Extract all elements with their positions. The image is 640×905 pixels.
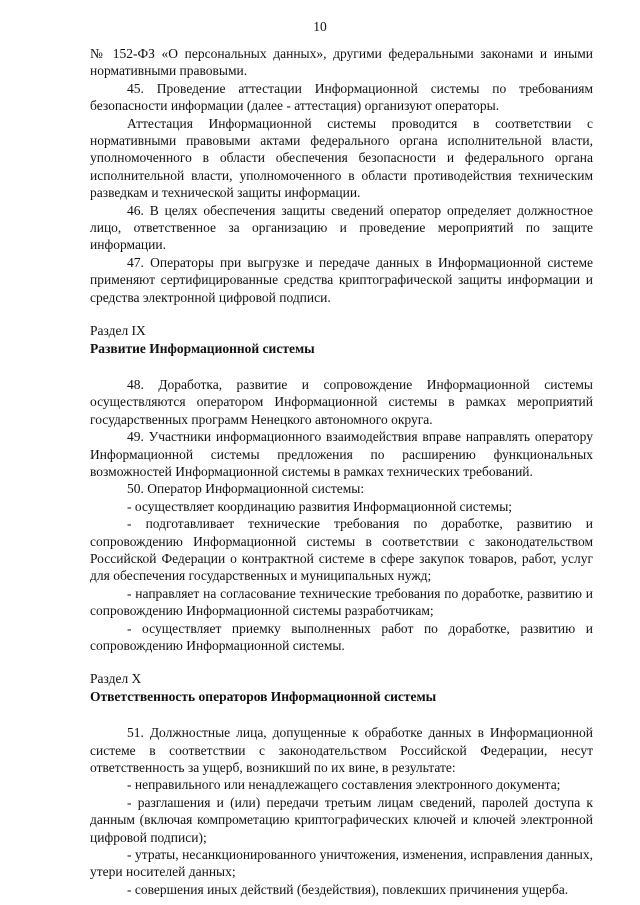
list-item-improper-document: - неправильного или ненадлежащего составления электронного документа;: [127, 777, 561, 793]
paragraph-49: 49. Участники информационного взаимодействия вправе направлять оператору Информационной системы предложения по расширению функциональных возможностей Информационной системы в рамках технических требований.: [90, 429, 593, 479]
paragraph-50: 50. Оператор Информационной системы:: [127, 481, 365, 497]
section-10-label: Раздел X: [90, 671, 142, 687]
list-item-acceptance: - осуществляет приемку выполненных работ по доработке, развитию и сопровождению Информационной системы.: [90, 620, 593, 653]
paragraph-47: 47. Операторы при выгрузке и передаче данных в Информационной системе применяют сертифицированные средства криптографической защиты информации и средства электронной цифровой подписи.: [90, 254, 593, 305]
paragraph-attestation: Аттестация Информационной системы проводится в соответствии с нормативными правовыми актами федерального органа исполнительной власти, уполномоченного в области обеспечения безопасности и федерального органа исполнительной власти, уполномоченного в области противодействия техническим разведкам и технической защиты информации.: [90, 115, 593, 201]
section-9-title: Развитие Информационной системы: [90, 340, 315, 356]
paragraph-45: 45. Проведение аттестации Информационной системы по требованиям безопасности информации (далее - аттестация) организуют операторы.: [90, 80, 593, 114]
document-body: [90, 45, 593, 898]
list-item-coordination: - осуществляет координацию развития Информационной системы;: [127, 498, 513, 514]
list-item-loss: - утраты, несанкционированного уничтожения, изменения, исправления данных, утери носителей данных;: [90, 847, 593, 880]
paragraph-152fz-continuation: № 152-ФЗ «О персональных данных», другими федеральными законами и иными нормативными правовыми.: [90, 46, 593, 79]
paragraph-46: 46. В целях обеспечения защиты сведений оператор определяет должностное лицо, ответственное за организацию и проведение мероприятий по защите информации.: [90, 202, 593, 253]
list-item-send-requirements: - направляет на согласование технические требования по доработке, развитию и сопровождению Информационной системы разработчикам;: [90, 585, 593, 619]
page-number: 10: [313, 19, 327, 34]
paragraph-48: 48. Доработка, развитие и сопровождение Информационной системы осуществляются оператором Информационной системы в рамках мероприятий государственных программ Ненецкого автономного округа.: [90, 376, 593, 427]
list-item-other-actions: - совершения иных действий (бездействия), повлекших причинения ущерба.: [127, 881, 569, 897]
section-9-label: Раздел IX: [90, 323, 146, 339]
list-item-disclosure: - разглашения и (или) передачи третьим лицам сведений, паролей доступа к данным (включая компрометацию криптографических ключей и ключей электронной цифровой подписи);: [90, 794, 593, 845]
section-10-title: Ответственность операторов Информационной системы: [90, 688, 437, 704]
list-item-prepare-requirements: - подготавливает технические требования по доработке, развитию и сопровождению Информационной системы в соответствии с законодательством Российской Федерации о контрактной системе в сфере закупок товаров, работ, услуг для обеспечения государственных и муниципальных нужд;: [90, 516, 593, 584]
paragraph-51: 51. Должностные лица, допущенные к обработке данных в Информационной системе в соответствии с законодательством Российской Федерации, несут ответственность за ущерб, возникший по их вине, в результате:: [90, 725, 593, 776]
